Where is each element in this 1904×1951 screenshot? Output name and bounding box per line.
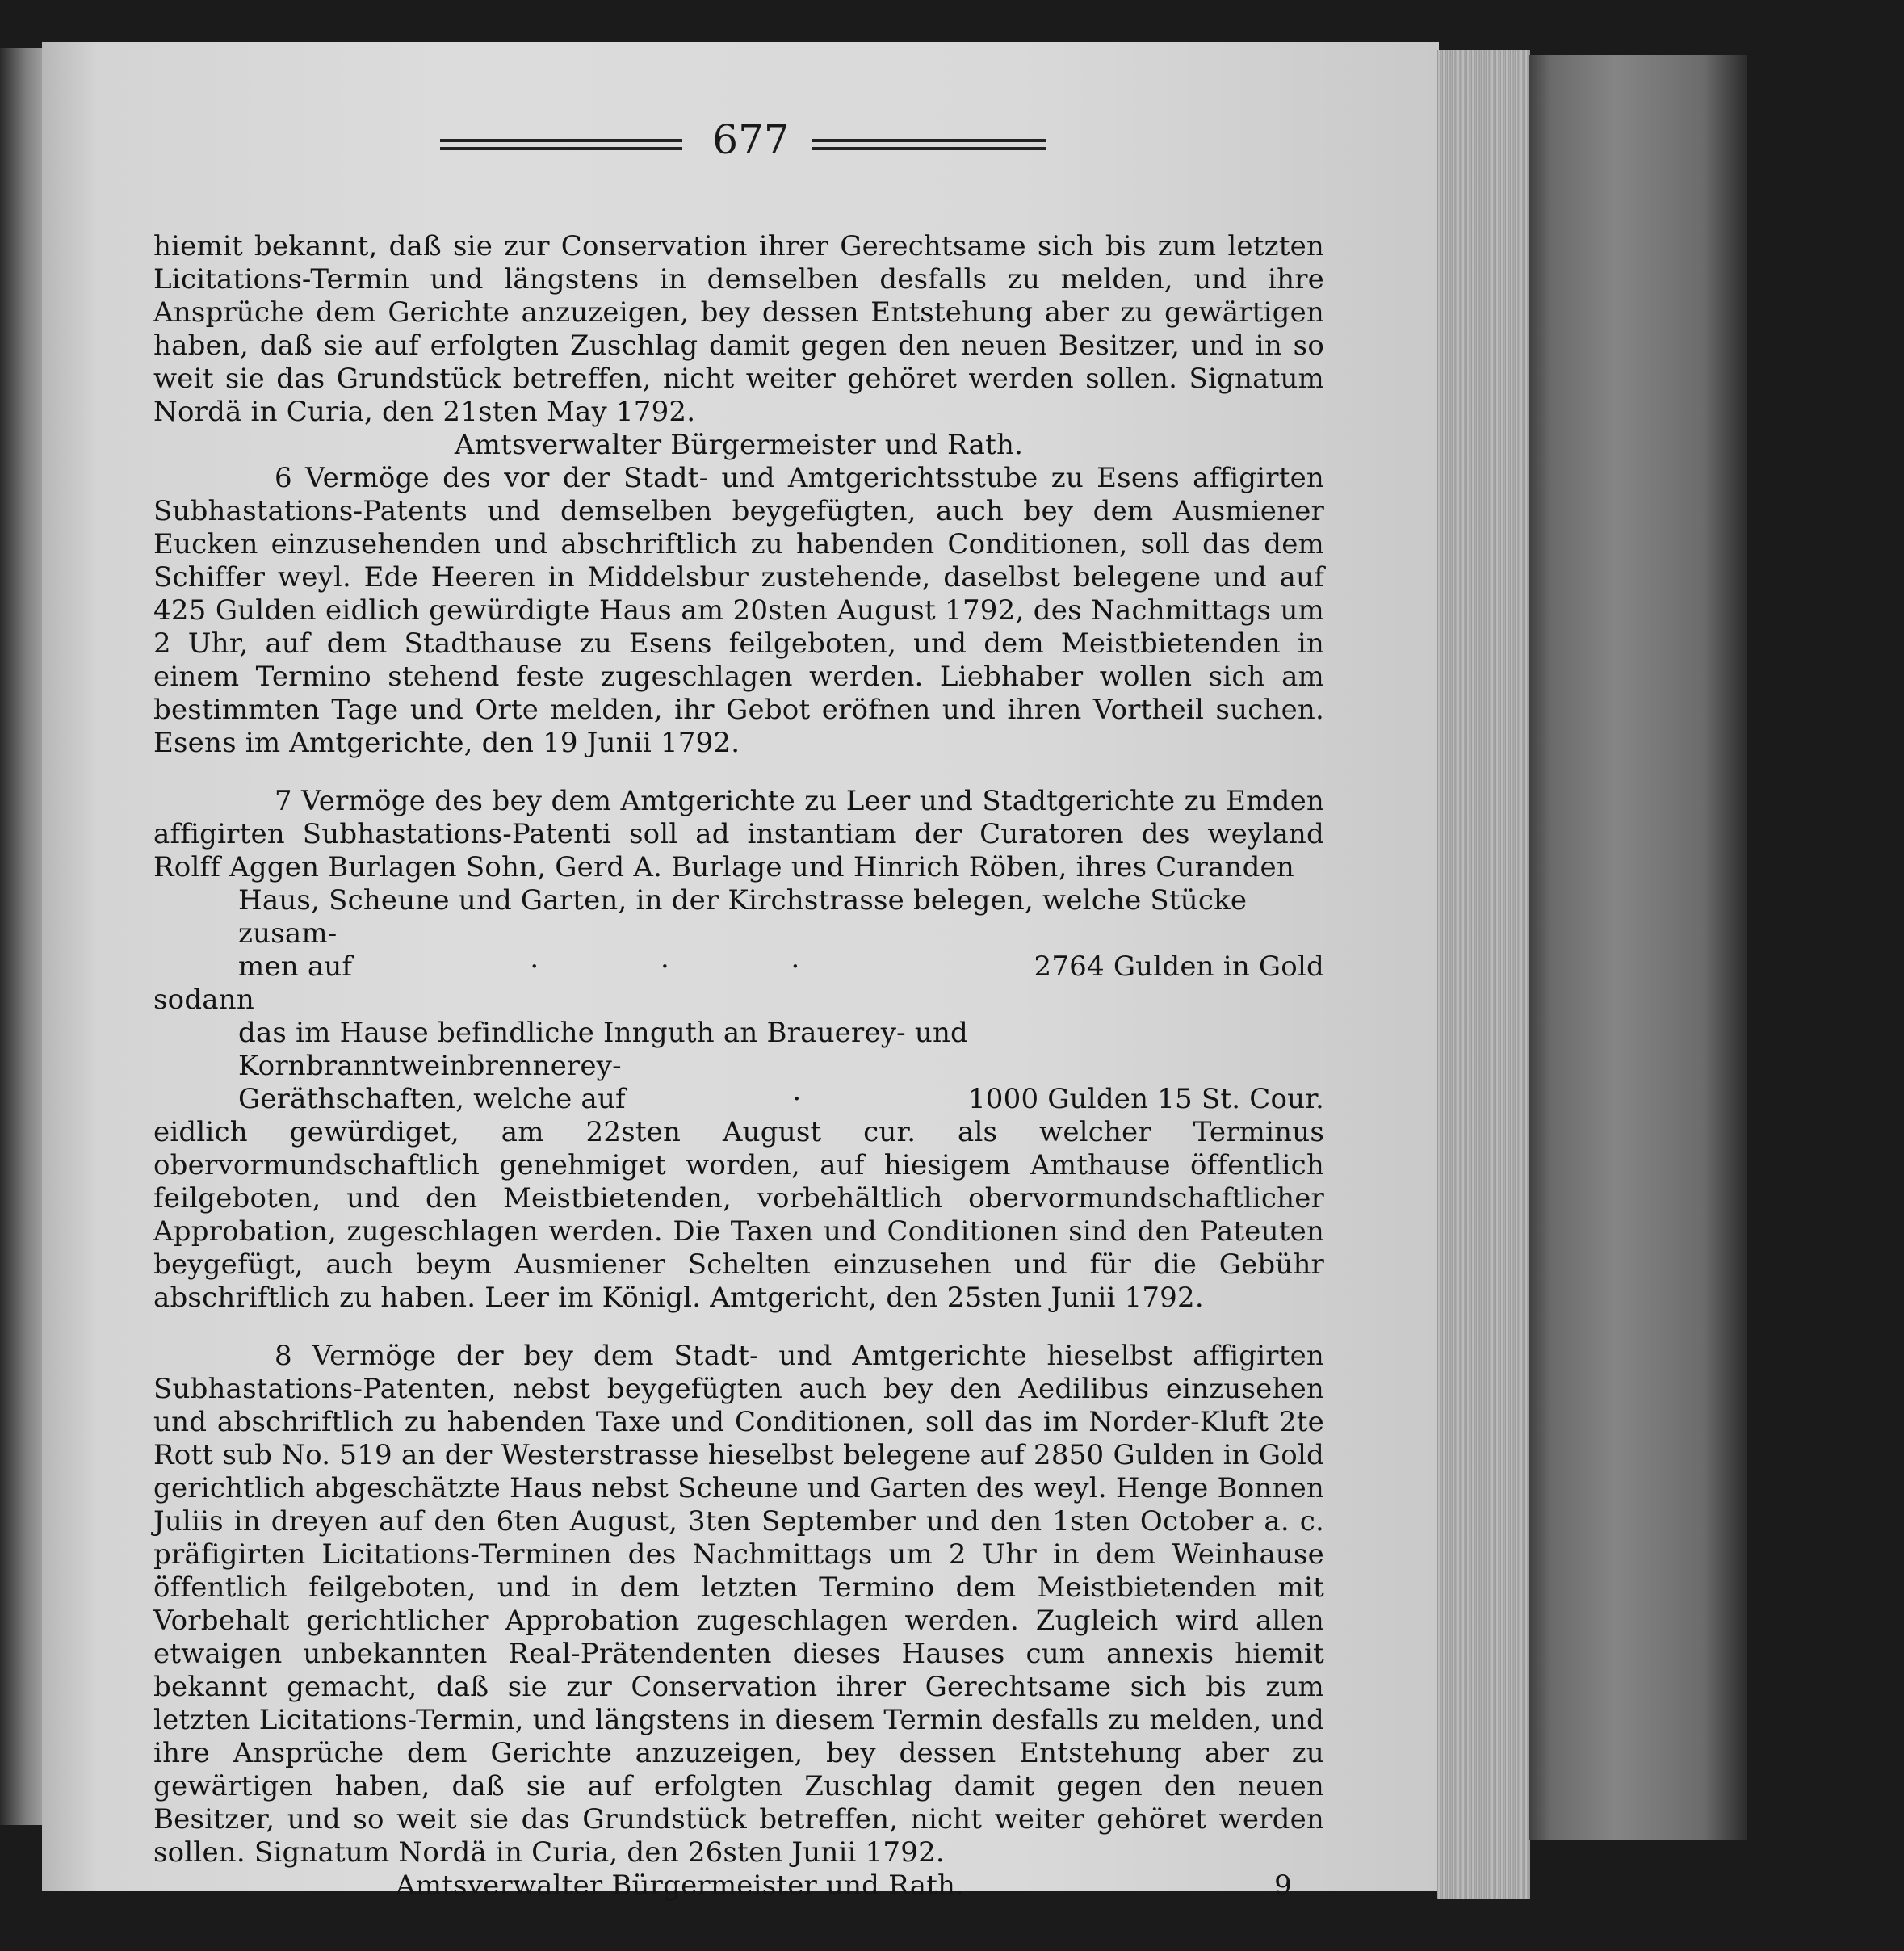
item-1-value: 2764 Gulden in Gold: [1034, 950, 1324, 983]
facing-page-edge: [0, 48, 47, 1825]
notice-7-rest: eidlich gewürdiget, am 22sten August cur. als welcher Terminus obervormundschaftlich genehmiget worden, auf hiesigem Amthause öffentlich feilgeboten, und den Meistbietenden, vorbehältlich obervormundschaftlicher Approbation, zugeschlagen werden. Die Taxen und Conditionen sind den Pateuten beygefügt, auch beym Ausmiener Schelten einzusehen und für die Gebühr abschriftlich zu haben. Leer im Königl. Amtgericht, den 25sten Junii 1792.: [153, 1116, 1324, 1314]
signature-text: Amtsverwalter Bürgermeister und Rath.: [396, 1869, 965, 1902]
header-rule-left: [440, 139, 682, 150]
signature-line: Amtsverwalter Bürgermeister und Rath.: [454, 429, 1024, 461]
book-cover-edge: [1529, 55, 1747, 1840]
signature-line-2: [153, 1869, 1324, 1903]
leader-dots: · · ·: [530, 950, 857, 983]
notice-7-item-1-line-2: [153, 950, 1324, 984]
notice-6: 6 Vermöge des vor der Stadt- und Amtgerichtsstube zu Esens affigirten Subhastations-Patents und demselben beygefügten, auch bey dem Ausmiener Eucken einzusehenden und abschriftlich zu habenden Conditionen, soll das dem Schiffer weyl. Ede Heeren in Middelsbur zustehende, daselbst belegene und auf 425 Gulden eidlich gewürdigte Haus am 20sten August 1792, des Nachmittags um 2 Uhr, auf dem Stadthause zu Esens feilgeboten, und dem Meistbietenden in einem Termino stehend feste zugeschlagen werden. Liebhaber wollen sich am bestimmten Tage und Orte melden, ihr Gebot eröfnen und ihren Vortheil suchen. Esens im Amtgerichte, den 19 Junii 1792.: [153, 462, 1324, 759]
item-1-lead: men auf: [238, 950, 353, 983]
notice-7-sodann: sodann: [153, 984, 254, 1016]
header-rule-right: [812, 139, 1046, 150]
page-number: 677: [712, 116, 790, 163]
item-2-lead: Geräthschaften, welche auf: [238, 1083, 626, 1115]
catchword: 9: [1274, 1869, 1292, 1902]
leader-dots: ·: [792, 1083, 802, 1115]
notice-7-intro: 7 Vermöge des bey dem Amtgerichte zu Leer und Stadtgerichte zu Emden affigirten Subhastations-Patenti soll ad instantiam der Curatoren des weyland Rolff Aggen Burlagen Sohn, Gerd A. Burlage und Hinrich Röben, ihres Curanden: [153, 785, 1324, 883]
paragraph-continuation: hiemit bekannt, daß sie zur Conservation ihrer Gerechtsame sich bis zum letzten Licitations-Termin und längstens in demselben desfalls zu melden, und ihre Ansprüche dem Gerichte anzuzeigen, bey dessen Entstehung aber zu gewärtigen haben, daß sie auf erfolgten Zuschlag damit gegen den neuen Besitzer, und in so weit sie das Grundstück betreffen, nicht weiter gehöret werden sollen. Signatum Nordä in Curia, den 21sten May 1792.: [153, 230, 1324, 428]
notice-7-item-1-line-1: Haus, Scheune und Garten, in der Kirchstrasse belegen, welche Stücke zusam-: [238, 884, 1248, 950]
item-2-value: 1000 Gulden 15 St. Cour.: [967, 1083, 1324, 1115]
notice-7-item-2-line-1: das im Hause befindliche Innguth an Brauerey- und Kornbranntweinbrennerey-: [238, 1017, 969, 1082]
page-block-edge: [1437, 50, 1530, 1899]
page-text: [153, 230, 1324, 1903]
page-header: [440, 116, 1046, 170]
notice-7-item-2-line-2: [153, 1083, 1324, 1116]
notice-8: 8 Vermöge der bey dem Stadt- und Amtgerichte hieselbst affigirten Subhastations-Patenten, nebst beygefügten auch bey den Aedilibus einzusehen und abschriftlich zu habenden Taxe und Conditionen, soll das im Norder-Kluft 2te Rott sub No. 519 an der Westerstrasse hieselbst belegene auf 2850 Gulden in Gold gerichtlich abgeschätzte Haus nebst Scheune und Garten des weyl. Henge Bonnen Juliis in dreyen auf den 6ten August, 3ten September und den 1sten October a. c. präfigirten Licitations-Terminen des Nachmittags um 2 Uhr in dem Weinhause öffentlich feilgeboten, und in dem letzten Termino dem Meistbietenden mit Vorbehalt gerichtlicher Approbation zugeschlagen werden. Zugleich wird allen etwaigen unbekannten Real-Prätendenten dieses Hauses cum annexis hiemit bekannt gemacht, daß sie zur Conservation ihrer Gerechtsame sich bis zum letzten Licitations-Termin, und längstens in diesem Termin desfalls zu melden, und ihre Ansprüche dem Gerichte anzuzeigen, bey dessen Entstehung aber zu gewärtigen haben, daß sie auf erfolgten Zuschlag damit gegen den neuen Besitzer, und so weit sie das Grundstück betreffen, nicht weiter gehöret werden sollen. Signatum Nordä in Curia, den 26sten Junii 1792.: [153, 1340, 1324, 1869]
